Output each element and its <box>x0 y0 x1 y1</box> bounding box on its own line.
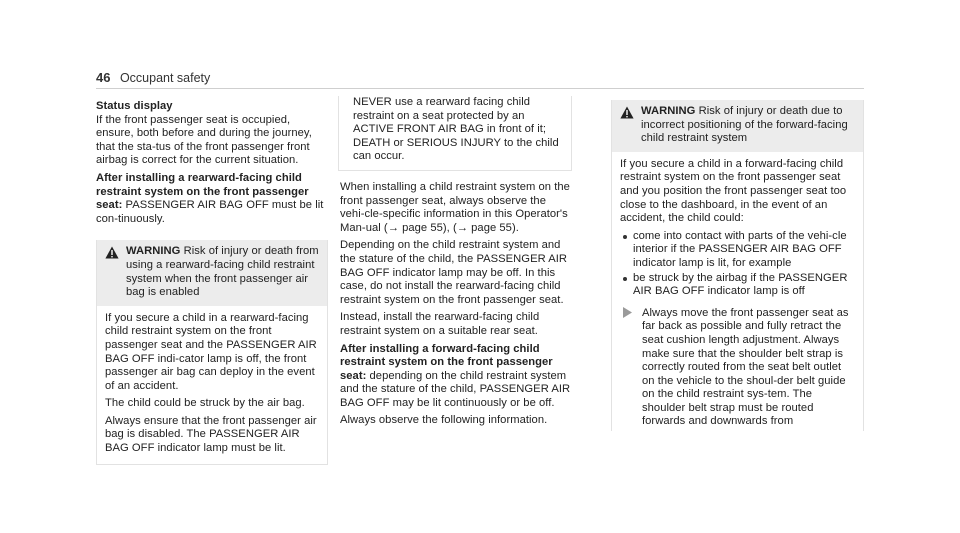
air-bag-note-box <box>338 96 572 171</box>
warning-triangle-icon <box>105 246 119 259</box>
warning-label-1: WARNING <box>126 245 181 258</box>
header-rule <box>96 88 864 89</box>
rearward-lead: After installing a rearward-facing child restraint system on the front passenger seat: <box>96 171 309 212</box>
instruction-step <box>620 307 855 429</box>
col3-paragraph-1: If you secure a child in a forward-facing child restraint system on the front passenger seat and you position the front passenger seat too close to the dashboard, in the event of an accident, the child could: <box>620 157 847 225</box>
rearward-paragraph <box>96 172 328 226</box>
warning-box-1 <box>96 240 328 464</box>
status-display-heading: Status display <box>96 100 173 112</box>
step-text: Always move the front passenger seat as far back as possible and fully retract the seat cushion length adjustment. Always make sure that the shoulder belt strap is correctly routed from the seat belt outlet on the vehicle to the shoul-der belt guide on the child restraint sys-tem. The shoulder belt strap must be routed forwards and downwards from <box>642 306 849 428</box>
forward-paragraph <box>340 343 572 411</box>
warning-box-2 <box>611 100 864 431</box>
warning-triangle-icon <box>620 106 634 119</box>
step-arrow-icon <box>623 307 633 429</box>
warning-1-text-2: The child could be struck by the air bag. <box>105 397 305 410</box>
forward-lead: After installing a forward-facing child restraint system on the front passenger seat: <box>340 342 553 382</box>
consequence-list <box>620 230 855 299</box>
air-bag-note: NEVER use a rearward facing child restraint on a seat protected by an ACTIVE FRONT AIR BAG in front of it; DEATH or SERIOUS INJURY to the child can occur. <box>353 96 559 163</box>
forward-text: depending on the child restraint system and the stature of the child, PASSENGER AIR BAG OFF may be lit continuously or be off. <box>340 369 571 409</box>
page-header <box>96 70 210 85</box>
list-item: come into contact with parts of the vehi-cle interior if the PASSENGER AIR BAG OFF indicator lamp is lit, for example <box>620 230 855 271</box>
col2-paragraph-2: Depending on the child restraint system and the stature of the child, the PASSENGER AIR BAG OFF indicator lamp may be off. In this case, do not install the rearward-facing child restraint system on the front passenger seat. <box>340 239 568 306</box>
rearward-text: PASSENGER AIR BAG OFF must be lit con-tinuously. <box>96 199 324 225</box>
warning-1-text-3: Always ensure that the front passenger air bag is disabled. The PASSENGER AIR BAG OFF indicator lamp must be lit. <box>105 414 317 455</box>
column-1 <box>96 100 328 465</box>
col2-paragraph-5: Always observe the following information. <box>340 414 548 427</box>
warning-label-2: WARNING <box>641 105 696 117</box>
section-title: Occupant safety <box>119 71 211 85</box>
col2-paragraph-3: Instead, install the rearward-facing child restraint system on a suitable rear seat. <box>340 311 540 337</box>
column-2 <box>340 96 572 432</box>
warning-title-1: Risk of injury or death from using a rearward-facing child restraint system when the front passenger air bag is enabled <box>126 245 319 299</box>
warning-header-2 <box>612 100 863 152</box>
warning-1-text-1: If you secure a child in a rearward-facing child restraint system on the front passenger seat and the PASSENGER AIR BAG OFF indi-cator lamp is off, the front passenger air bag can deploy in the event of an accident. <box>105 311 317 392</box>
page-number: 46 <box>96 70 111 85</box>
col2-paragraph-1: When installing a child restraint system on the front passenger seat, always observe the vehi-cle-specific information in this Operator's Man-ual (→ page 55), (→ page 55). <box>340 180 570 234</box>
column-3 <box>611 100 864 431</box>
warning-header-1 <box>97 240 327 305</box>
warning-title-2: Risk of injury or death due to incorrect positioning of the forward-facing child restraint system <box>641 105 848 145</box>
status-paragraph: If the front passenger seat is occupied, ensure, both before and during the journey, that the sta-tus of the front passenger front airbag is correct for the current situation. <box>96 113 312 167</box>
list-item: be struck by the airbag if the PASSENGER AIR BAG OFF indicator lamp is off <box>620 272 855 299</box>
